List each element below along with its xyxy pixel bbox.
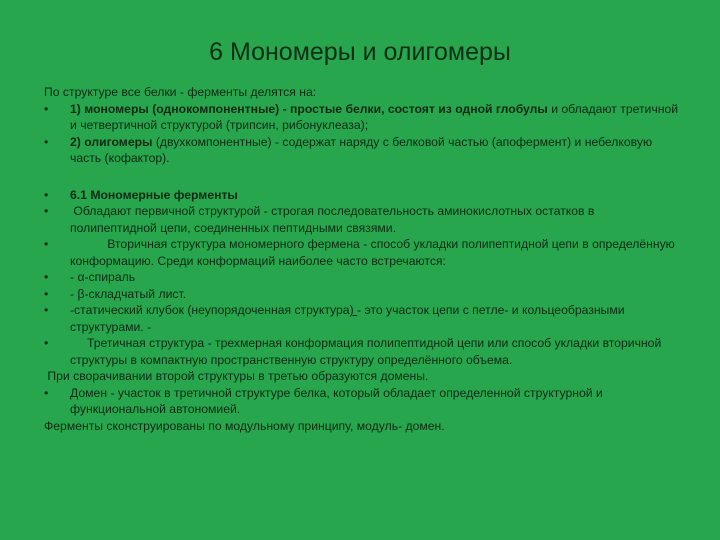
list-item bbox=[44, 269, 684, 286]
list-item bbox=[44, 134, 684, 167]
bullet-icon: • bbox=[44, 237, 49, 251]
item-text: Домен - участок в третичной структуре белка, который обладает определенной структурной и функциональной автономией. bbox=[70, 385, 603, 416]
bullet-icon: • bbox=[44, 134, 49, 149]
item-text: - β-складчатый лист. bbox=[70, 286, 187, 301]
item-text: -статический клубок (неупорядоченная структура bbox=[70, 303, 350, 317]
bullet-icon: • bbox=[44, 204, 49, 218]
item-text: (двухкомпонентные) - содержат наряду с белковой частью (апофермент) и небелковую часть (кофактор). bbox=[70, 134, 653, 165]
list-item bbox=[44, 187, 684, 204]
bullet-icon: • bbox=[44, 385, 49, 400]
paragraph-text: При сворачивании второй структуры в третью образуются домены. bbox=[44, 369, 429, 383]
bullet-icon: • bbox=[44, 336, 49, 350]
item-text: Третичная структура - трехмерная конформация полипептидной цепи или способ укладки вторичной структуры в компактную пространственную структуру определённого объема. bbox=[70, 336, 665, 367]
slide-title: 6 Мономеры и олигомеры bbox=[209, 38, 511, 66]
list-item bbox=[44, 203, 684, 236]
bullet-icon: • bbox=[44, 286, 49, 301]
bullet-icon: • bbox=[44, 303, 49, 317]
bullet-icon: • bbox=[44, 270, 49, 284]
list-item bbox=[44, 385, 684, 418]
paragraph-text: Ферменты сконструированы по модульному принципу, модуль- домен. bbox=[44, 418, 445, 433]
bullet-icon: • bbox=[44, 187, 49, 202]
bullet-icon: • bbox=[44, 101, 49, 116]
intro-text: По структуре все белки - ферменты делятся на: bbox=[44, 85, 317, 99]
item-text: Обладают первичной структурой - строгая последовательность аминокислотных остатков в полипептидной цепи, соединенных пептидными связями. bbox=[70, 204, 598, 235]
item-text: - это участок цепи с петле- и кольцеобразными структурами. - bbox=[70, 303, 625, 334]
list-item bbox=[44, 335, 684, 368]
item-text: и обладают третичной и четвертичной структурой (трипсин, рибонуклеаза); bbox=[70, 101, 679, 132]
list-item bbox=[44, 101, 684, 134]
section-heading: 6.1 Мономерные ферменты bbox=[70, 187, 238, 202]
spacer bbox=[44, 167, 684, 187]
list-item bbox=[44, 286, 684, 303]
slide-body bbox=[44, 84, 684, 434]
list-item bbox=[44, 302, 684, 335]
underlined-text: ) bbox=[349, 303, 358, 317]
item-bold-text: 2) олигомеры bbox=[70, 134, 153, 149]
item-text: Вторичная структура мономерного фермена - способ укладки полипептидной цепи в определённую конформацию. Среди конформаций наиболее часто встречаются: bbox=[70, 237, 679, 268]
list-item bbox=[44, 236, 684, 269]
item-text: - α-спираль bbox=[70, 270, 136, 284]
item-bold-text: 1) мономеры (однокомпонентные) - простые белки, состоят из одной глобулы bbox=[70, 101, 548, 116]
